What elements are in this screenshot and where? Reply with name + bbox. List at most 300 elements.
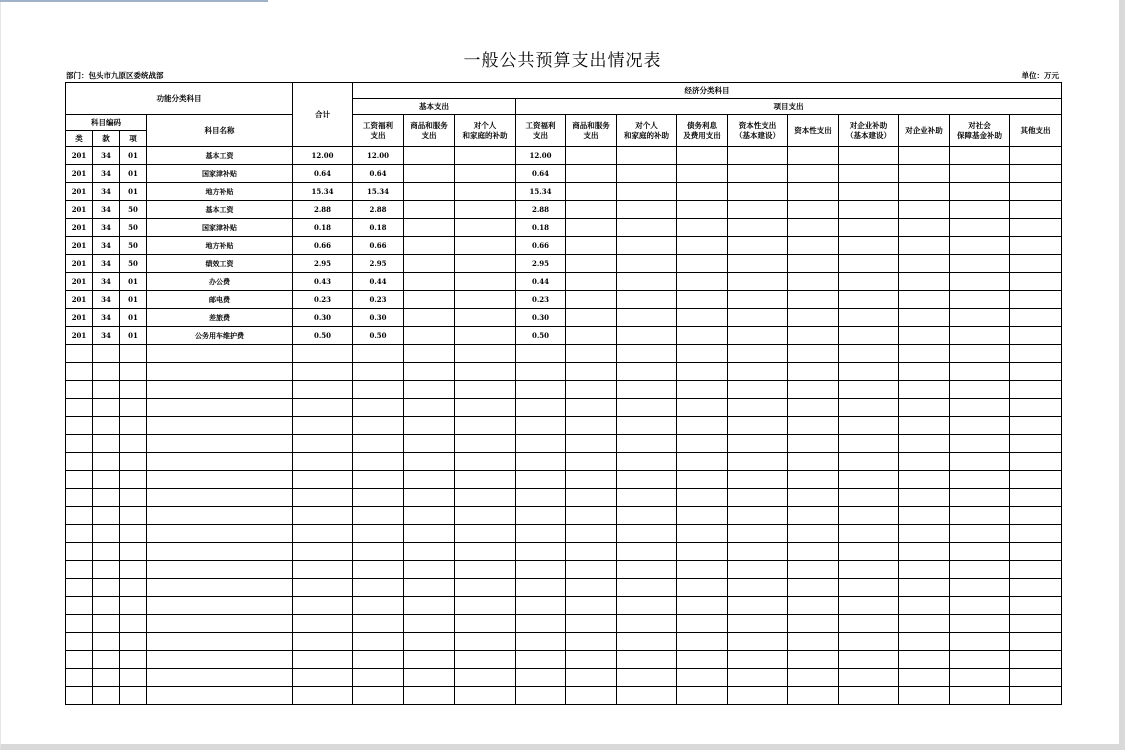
cell-p-personal: [617, 291, 677, 309]
cell-p-personal: [617, 273, 677, 291]
cell-empty: [353, 453, 404, 471]
cell-empty: [516, 561, 566, 579]
cell-empty: [120, 507, 147, 525]
cell-b-personal: [455, 147, 516, 165]
table-row: [66, 327, 1062, 345]
cell-name: 差旅费: [147, 309, 293, 327]
cell-b-goods: [404, 201, 455, 219]
cell-empty: [728, 453, 788, 471]
cell-p-ent-build: [839, 237, 899, 255]
cell-empty: [516, 543, 566, 561]
cell-empty: [353, 561, 404, 579]
cell-empty: [728, 597, 788, 615]
cell-total: 2.88: [293, 201, 353, 219]
cell-p-other: [1010, 219, 1062, 237]
cell-empty: [899, 525, 950, 543]
cell-empty: [147, 507, 293, 525]
cell-p-ent-build: [839, 291, 899, 309]
cell-empty: [93, 687, 120, 705]
cell-b-salary: 2.95: [353, 255, 404, 273]
cell-empty: [293, 399, 353, 417]
cell-empty: [353, 417, 404, 435]
cell-p-debt: [677, 237, 728, 255]
cell-empty: [677, 507, 728, 525]
cell-xiang: 01: [120, 309, 147, 327]
cell-empty: [788, 561, 839, 579]
cell-empty: [1010, 489, 1062, 507]
cell-p-other: [1010, 165, 1062, 183]
cell-empty: [677, 543, 728, 561]
cell-empty: [1010, 669, 1062, 687]
cell-empty: [839, 615, 899, 633]
cell-empty: [147, 435, 293, 453]
cell-empty: [899, 579, 950, 597]
cell-empty: [839, 543, 899, 561]
cell-empty: [1010, 453, 1062, 471]
cell-empty: [516, 633, 566, 651]
cell-empty: [353, 579, 404, 597]
cell-empty: [66, 381, 93, 399]
cell-empty: [950, 543, 1010, 561]
cell-p-capital: [788, 291, 839, 309]
cell-kuan: 34: [93, 273, 120, 291]
cell-p-goods: [566, 327, 617, 345]
cell-empty: [66, 471, 93, 489]
cell-empty: [455, 525, 516, 543]
cell-empty: [566, 597, 617, 615]
cell-empty: [839, 381, 899, 399]
table-row: [66, 201, 1062, 219]
cell-empty: [566, 417, 617, 435]
cell-name: 地方补贴: [147, 183, 293, 201]
cell-empty: [950, 579, 1010, 597]
cell-empty: [120, 363, 147, 381]
cell-p-salary: 12.00: [516, 147, 566, 165]
cell-kuan: 34: [93, 327, 120, 345]
cell-empty: [839, 345, 899, 363]
table-row-empty: [66, 687, 1062, 705]
cell-empty: [566, 507, 617, 525]
cell-empty: [677, 687, 728, 705]
cell-empty: [93, 489, 120, 507]
cell-empty: [728, 363, 788, 381]
cell-empty: [617, 507, 677, 525]
cell-empty: [677, 633, 728, 651]
cell-empty: [788, 525, 839, 543]
cell-empty: [677, 471, 728, 489]
cell-empty: [353, 669, 404, 687]
cell-lei: 201: [66, 327, 93, 345]
cell-b-goods: [404, 147, 455, 165]
cell-p-social: [950, 165, 1010, 183]
cell-b-personal: [455, 273, 516, 291]
header-basic: 基本支出: [353, 99, 516, 115]
cell-empty: [566, 399, 617, 417]
cell-empty: [120, 687, 147, 705]
cell-name: 办公费: [147, 273, 293, 291]
cell-empty: [950, 489, 1010, 507]
cell-p-capital-build: [728, 147, 788, 165]
cell-p-debt: [677, 255, 728, 273]
cell-empty: [839, 417, 899, 435]
cell-empty: [1010, 651, 1062, 669]
cell-empty: [899, 633, 950, 651]
cell-b-salary: 2.88: [353, 201, 404, 219]
cell-empty: [677, 615, 728, 633]
header-basic-col-0: 工资福利 支出: [353, 115, 404, 147]
cell-empty: [950, 381, 1010, 399]
cell-p-ent-build: [839, 309, 899, 327]
cell-empty: [293, 669, 353, 687]
cell-empty: [516, 615, 566, 633]
cell-b-personal: [455, 219, 516, 237]
cell-p-personal: [617, 309, 677, 327]
cell-empty: [293, 363, 353, 381]
cell-empty: [404, 453, 455, 471]
cell-empty: [455, 561, 516, 579]
cell-p-capital-build: [728, 201, 788, 219]
cell-empty: [66, 489, 93, 507]
cell-empty: [839, 399, 899, 417]
cell-empty: [66, 651, 93, 669]
cell-empty: [353, 363, 404, 381]
table-row: [66, 309, 1062, 327]
cell-p-other: [1010, 291, 1062, 309]
cell-empty: [120, 597, 147, 615]
cell-empty: [617, 579, 677, 597]
cell-p-capital-build: [728, 255, 788, 273]
cell-p-goods: [566, 147, 617, 165]
cell-empty: [950, 363, 1010, 381]
cell-empty: [899, 435, 950, 453]
cell-empty: [950, 435, 1010, 453]
cell-p-other: [1010, 327, 1062, 345]
cell-empty: [293, 471, 353, 489]
cell-empty: [950, 345, 1010, 363]
cell-p-ent: [899, 309, 950, 327]
cell-p-social: [950, 309, 1010, 327]
cell-empty: [120, 615, 147, 633]
cell-empty: [677, 453, 728, 471]
cell-empty: [728, 525, 788, 543]
cell-total: 0.23: [293, 291, 353, 309]
cell-total: 0.64: [293, 165, 353, 183]
cell-empty: [1010, 597, 1062, 615]
cell-p-ent-build: [839, 183, 899, 201]
cell-empty: [677, 489, 728, 507]
cell-empty: [566, 345, 617, 363]
cell-p-other: [1010, 147, 1062, 165]
header-project-col-0: 工资福利 支出: [516, 115, 566, 147]
cell-kuan: 34: [93, 165, 120, 183]
header-name: 科目名称: [147, 115, 293, 147]
cell-empty: [293, 651, 353, 669]
cell-p-debt: [677, 219, 728, 237]
cell-empty: [1010, 633, 1062, 651]
cell-empty: [566, 633, 617, 651]
cell-empty: [839, 363, 899, 381]
cell-p-goods: [566, 255, 617, 273]
cell-empty: [788, 597, 839, 615]
cell-lei: 201: [66, 219, 93, 237]
cell-p-ent-build: [839, 219, 899, 237]
cell-empty: [120, 417, 147, 435]
cell-p-goods: [566, 201, 617, 219]
cell-xiang: 50: [120, 201, 147, 219]
cell-xiang: 01: [120, 291, 147, 309]
cell-empty: [93, 435, 120, 453]
cell-empty: [353, 489, 404, 507]
cell-empty: [728, 399, 788, 417]
cell-empty: [677, 579, 728, 597]
table-row: [66, 237, 1062, 255]
cell-empty: [617, 651, 677, 669]
cell-empty: [839, 579, 899, 597]
cell-empty: [120, 435, 147, 453]
cell-p-debt: [677, 309, 728, 327]
cell-empty: [66, 507, 93, 525]
table-row-empty: [66, 597, 1062, 615]
cell-empty: [950, 687, 1010, 705]
cell-p-goods: [566, 183, 617, 201]
cell-xiang: 50: [120, 219, 147, 237]
cell-empty: [899, 471, 950, 489]
cell-empty: [950, 471, 1010, 489]
cell-empty: [353, 381, 404, 399]
cell-empty: [788, 633, 839, 651]
table-row: [66, 165, 1062, 183]
cell-empty: [66, 453, 93, 471]
cell-empty: [353, 399, 404, 417]
cell-empty: [566, 561, 617, 579]
cell-empty: [293, 453, 353, 471]
cell-empty: [455, 471, 516, 489]
table-row-empty: [66, 453, 1062, 471]
cell-p-capital: [788, 219, 839, 237]
cell-empty: [516, 507, 566, 525]
cell-empty: [899, 687, 950, 705]
cell-name: 邮电费: [147, 291, 293, 309]
cell-empty: [120, 561, 147, 579]
table-row-empty: [66, 471, 1062, 489]
table-row-empty: [66, 417, 1062, 435]
cell-p-capital: [788, 237, 839, 255]
tab-accent: [0, 0, 268, 2]
cell-total: 0.18: [293, 219, 353, 237]
cell-empty: [455, 687, 516, 705]
cell-empty: [677, 381, 728, 399]
cell-b-goods: [404, 291, 455, 309]
cell-empty: [788, 399, 839, 417]
cell-empty: [353, 435, 404, 453]
cell-empty: [353, 651, 404, 669]
cell-empty: [404, 363, 455, 381]
cell-empty: [293, 597, 353, 615]
cell-p-capital-build: [728, 327, 788, 345]
cell-empty: [516, 417, 566, 435]
cell-p-ent-build: [839, 255, 899, 273]
cell-empty: [1010, 381, 1062, 399]
cell-empty: [353, 525, 404, 543]
cell-p-personal: [617, 183, 677, 201]
cell-empty: [899, 399, 950, 417]
cell-empty: [677, 669, 728, 687]
cell-empty: [839, 489, 899, 507]
cell-kuan: 34: [93, 255, 120, 273]
cell-p-goods: [566, 219, 617, 237]
cell-empty: [455, 417, 516, 435]
cell-empty: [677, 345, 728, 363]
cell-empty: [1010, 561, 1062, 579]
table-row-empty: [66, 633, 1062, 651]
cell-kuan: 34: [93, 147, 120, 165]
cell-empty: [617, 435, 677, 453]
cell-empty: [293, 435, 353, 453]
cell-empty: [66, 687, 93, 705]
cell-empty: [1010, 543, 1062, 561]
cell-empty: [566, 543, 617, 561]
table-row: [66, 147, 1062, 165]
cell-empty: [404, 489, 455, 507]
cell-empty: [66, 525, 93, 543]
cell-empty: [353, 543, 404, 561]
cell-empty: [404, 651, 455, 669]
cell-empty: [839, 471, 899, 489]
cell-empty: [353, 615, 404, 633]
cell-empty: [455, 381, 516, 399]
cell-empty: [455, 669, 516, 687]
cell-empty: [120, 489, 147, 507]
cell-b-goods: [404, 273, 455, 291]
cell-empty: [728, 543, 788, 561]
cell-empty: [950, 669, 1010, 687]
cell-kuan: 34: [93, 219, 120, 237]
table-row: [66, 219, 1062, 237]
cell-empty: [899, 507, 950, 525]
budget-table: [65, 82, 1062, 705]
cell-empty: [455, 507, 516, 525]
cell-empty: [293, 381, 353, 399]
cell-empty: [788, 417, 839, 435]
cell-empty: [899, 651, 950, 669]
cell-lei: 201: [66, 291, 93, 309]
cell-kuan: 34: [93, 201, 120, 219]
cell-empty: [1010, 471, 1062, 489]
cell-empty: [1010, 399, 1062, 417]
cell-name: 公务用车维护费: [147, 327, 293, 345]
cell-empty: [950, 633, 1010, 651]
cell-empty: [617, 669, 677, 687]
cell-lei: 201: [66, 237, 93, 255]
table-row-empty: [66, 669, 1062, 687]
cell-empty: [293, 633, 353, 651]
cell-empty: [839, 687, 899, 705]
cell-empty: [516, 651, 566, 669]
cell-name: 国家津补贴: [147, 219, 293, 237]
cell-lei: 201: [66, 183, 93, 201]
cell-empty: [899, 615, 950, 633]
cell-b-personal: [455, 237, 516, 255]
cell-empty: [566, 525, 617, 543]
cell-empty: [455, 543, 516, 561]
cell-empty: [899, 453, 950, 471]
cell-empty: [404, 687, 455, 705]
cell-p-social: [950, 201, 1010, 219]
cell-p-other: [1010, 201, 1062, 219]
cell-empty: [353, 687, 404, 705]
cell-empty: [899, 345, 950, 363]
cell-empty: [353, 471, 404, 489]
cell-empty: [899, 417, 950, 435]
cell-p-capital-build: [728, 183, 788, 201]
cell-lei: 201: [66, 255, 93, 273]
cell-xiang: 01: [120, 273, 147, 291]
cell-empty: [950, 417, 1010, 435]
cell-empty: [788, 435, 839, 453]
header-project-col-9: 其他支出: [1010, 115, 1062, 147]
cell-p-salary: 2.95: [516, 255, 566, 273]
cell-b-salary: 0.50: [353, 327, 404, 345]
cell-kuan: 34: [93, 183, 120, 201]
cell-p-ent: [899, 183, 950, 201]
header-total: 合计: [293, 83, 353, 147]
header-lei: 类: [66, 131, 93, 147]
cell-empty: [120, 579, 147, 597]
cell-empty: [617, 381, 677, 399]
cell-p-salary: 15.34: [516, 183, 566, 201]
cell-empty: [404, 345, 455, 363]
cell-p-ent: [899, 201, 950, 219]
cell-empty: [93, 399, 120, 417]
cell-empty: [516, 345, 566, 363]
cell-p-salary: 0.23: [516, 291, 566, 309]
cell-empty: [566, 471, 617, 489]
cell-empty: [93, 615, 120, 633]
cell-p-goods: [566, 309, 617, 327]
header-basic-col-2: 对个人 和家庭的补助: [455, 115, 516, 147]
cell-b-salary: 0.23: [353, 291, 404, 309]
cell-p-capital-build: [728, 309, 788, 327]
cell-empty: [617, 417, 677, 435]
cell-empty: [788, 669, 839, 687]
cell-empty: [455, 633, 516, 651]
cell-empty: [404, 417, 455, 435]
cell-empty: [788, 381, 839, 399]
table-row-empty: [66, 525, 1062, 543]
cell-empty: [677, 597, 728, 615]
cell-b-personal: [455, 183, 516, 201]
unit-label: 单位：万元: [1021, 71, 1059, 80]
cell-empty: [677, 417, 728, 435]
cell-p-goods: [566, 291, 617, 309]
cell-empty: [93, 543, 120, 561]
cell-empty: [147, 417, 293, 435]
cell-xiang: 01: [120, 327, 147, 345]
cell-empty: [120, 525, 147, 543]
cell-empty: [455, 399, 516, 417]
cell-p-capital: [788, 183, 839, 201]
cell-empty: [404, 471, 455, 489]
cell-empty: [839, 453, 899, 471]
cell-empty: [899, 363, 950, 381]
cell-lei: 201: [66, 147, 93, 165]
cell-empty: [839, 669, 899, 687]
cell-p-ent-build: [839, 273, 899, 291]
cell-empty: [617, 597, 677, 615]
cell-empty: [120, 651, 147, 669]
header-economic: 经济分类科目: [353, 83, 1062, 99]
cell-empty: [728, 561, 788, 579]
